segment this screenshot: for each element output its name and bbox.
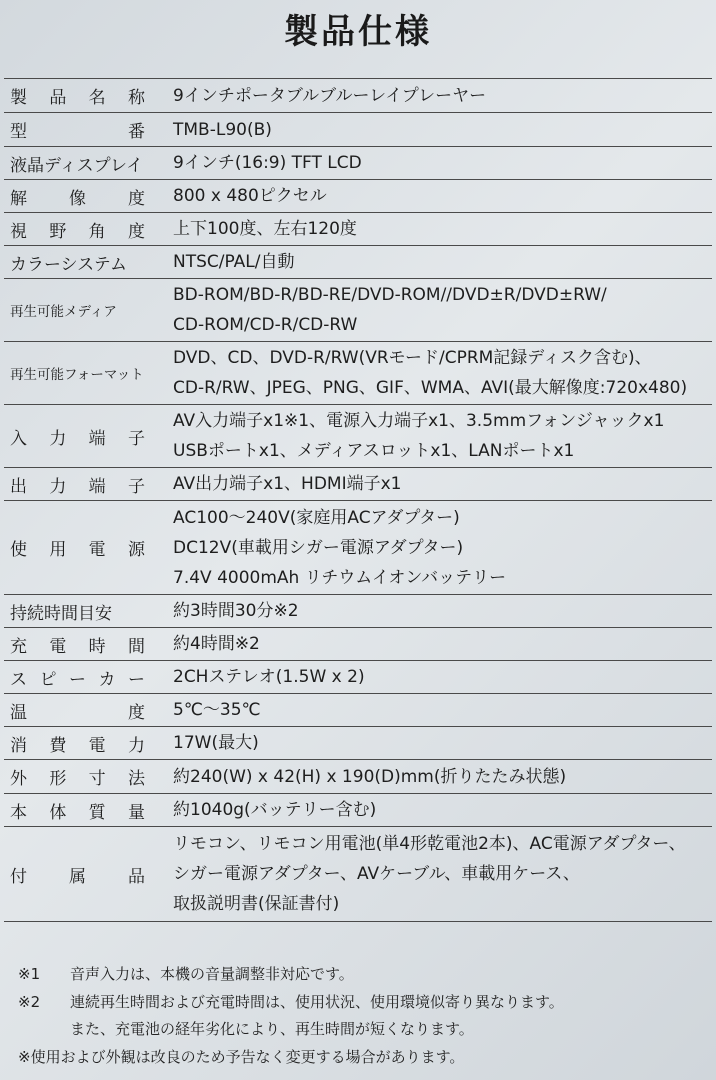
spec-value <box>149 247 712 277</box>
spec-value <box>149 343 712 403</box>
spec-value-line: 約4時間※2 <box>173 634 260 654</box>
spec-label: 充 電 時 間 <box>10 636 145 657</box>
spec-value-line: 9インチ(16:9) TFT LCD <box>173 153 362 173</box>
note-text: 連続再生時間および充電時間は、使用状況、使用環境似寄り異なります。 <box>70 992 564 1011</box>
spec-row <box>4 661 712 694</box>
spec-value <box>149 115 712 145</box>
spec-value <box>149 81 712 111</box>
spec-label: 再生可能メディア <box>10 304 117 320</box>
spec-label: 視 野 角 度 <box>10 221 145 242</box>
spec-value-line: 2CHステレオ(1.5W x 2) <box>173 667 365 687</box>
spec-row <box>4 760 712 794</box>
note-mark: ※2 <box>18 992 41 1011</box>
spec-label: ス ピ ー カ ー <box>10 669 145 690</box>
spec-row <box>4 279 712 342</box>
spec-row <box>4 694 712 727</box>
spec-row <box>4 405 712 468</box>
spec-value-line: CD-R/RW、JPEG、PNG、GIF、WMA、AVI(最大解像度:720x480) <box>173 378 688 398</box>
spec-value <box>149 695 712 725</box>
spec-value-line: CD-ROM/CD-R/CD-RW <box>173 315 358 335</box>
spec-value-line: リモコン、リモコン用電池(単4形乾電池2本)、AC電源アダプター、 <box>173 834 686 854</box>
note-line <box>18 961 706 989</box>
spec-label: 付 属 品 <box>10 866 145 887</box>
spec-value-line: 上下100度、左右120度 <box>173 219 357 239</box>
spec-value-line: USBポートx1、メディアスロットx1、LANポートx1 <box>173 441 575 461</box>
spec-label: 持続時間目安 <box>10 603 112 624</box>
spec-table <box>4 78 712 922</box>
spec-label: 液晶ディスプレイ <box>10 155 144 176</box>
spec-value-line: NTSC/PAL/自動 <box>173 252 295 272</box>
spec-value-line: 約240(W) x 42(H) x 190(D)mm(折りたたみ状態) <box>173 766 567 787</box>
spec-value <box>149 181 712 211</box>
spec-row <box>4 213 712 246</box>
spec-value-line: 約3時間30分※2 <box>173 601 299 621</box>
spec-value <box>149 795 712 825</box>
spec-value-line: 5℃〜35℃ <box>173 700 261 720</box>
spec-value <box>149 762 712 792</box>
spec-value <box>149 829 712 919</box>
spec-label: 使 用 電 源 <box>10 540 145 560</box>
spec-value-line: DC12V(車載用シガー電源アダプター) <box>173 537 464 558</box>
spec-value-line: 9インチポータブルブルーレイプレーヤー <box>173 85 487 106</box>
spec-row <box>4 342 712 405</box>
spec-value <box>149 662 712 692</box>
spec-label: 本 体 質 量 <box>10 802 145 823</box>
spec-value <box>149 728 712 758</box>
note-mark: ※1 <box>18 965 41 983</box>
spec-value-line: AV出力端子x1、HDMI端子x1 <box>173 474 402 494</box>
spec-value-line: 7.4V 4000mAh リチウムイオンバッテリー <box>173 567 507 588</box>
spec-label: 型 番 <box>10 122 145 142</box>
spec-row <box>4 180 712 213</box>
spec-label: 消 費 電 力 <box>10 735 145 756</box>
spec-value-line: AV入力端子x1※1、電源入力端子x1、3.5mmフォンジャックx1 <box>173 411 665 431</box>
spec-value-line: 17W(最大) <box>173 733 259 753</box>
spec-row <box>4 628 712 661</box>
spec-value-line: DVD、CD、DVD-R/RW(VRモード/CPRM記録ディスク含む)、 <box>173 348 652 368</box>
spec-label: 温 度 <box>10 702 145 723</box>
note-line <box>18 1016 706 1044</box>
spec-row <box>4 246 712 279</box>
spec-row <box>4 113 712 147</box>
spec-value <box>149 596 712 626</box>
spec-label: 外 形 寸 法 <box>10 769 145 789</box>
spec-value <box>149 503 712 593</box>
spec-value <box>149 148 712 178</box>
spec-value-line: 取扱説明書(保証書付) <box>173 894 340 914</box>
note-text: 音声入力は、本機の音量調整非対応です。 <box>70 965 354 983</box>
page-title: 製品仕様 <box>284 12 432 52</box>
spec-value <box>149 406 712 466</box>
spec-label: 解 像 度 <box>10 188 145 209</box>
spec-value <box>149 280 712 340</box>
spec-value <box>149 469 712 499</box>
spec-label: カラーシステム <box>10 254 127 275</box>
note-text: ※使用および外観は改良のため予告なく変更する場合があります。 <box>18 1047 465 1066</box>
note-line <box>18 1044 706 1072</box>
spec-value <box>149 629 712 659</box>
spec-row <box>4 827 712 922</box>
spec-value-line: 800 x 480ピクセル <box>173 186 327 206</box>
spec-label: 出 力 端 子 <box>10 476 145 497</box>
spec-value-line: BD-ROM/BD-R/BD-RE/DVD-ROM//DVD±R/DVD±RW/ <box>173 285 607 305</box>
note-text: また、充電池の経年劣化により、再生時間が短くなります。 <box>70 1020 474 1038</box>
spec-value-line: AC100〜240V(家庭用ACアダプター) <box>173 507 460 528</box>
spec-label: 製 品 名 称 <box>10 88 145 108</box>
spec-row <box>4 147 712 180</box>
spec-value-line: 約1040g(バッテリー含む) <box>173 800 377 820</box>
spec-value <box>149 214 712 244</box>
spec-row <box>4 501 712 595</box>
spec-value-line: TMB-L90(B) <box>173 119 272 140</box>
spec-row <box>4 468 712 501</box>
spec-value-line: シガー電源アダプター、AVケーブル、車載用ケース、 <box>173 864 580 884</box>
note-line <box>18 989 706 1017</box>
spec-row <box>4 595 712 628</box>
spec-label: 入 力 端 子 <box>10 428 145 449</box>
spec-row <box>4 794 712 827</box>
spec-row <box>4 79 712 113</box>
spec-label: 再生可能フォーマット <box>10 367 144 383</box>
spec-row <box>4 727 712 760</box>
notes-section <box>18 961 706 1071</box>
